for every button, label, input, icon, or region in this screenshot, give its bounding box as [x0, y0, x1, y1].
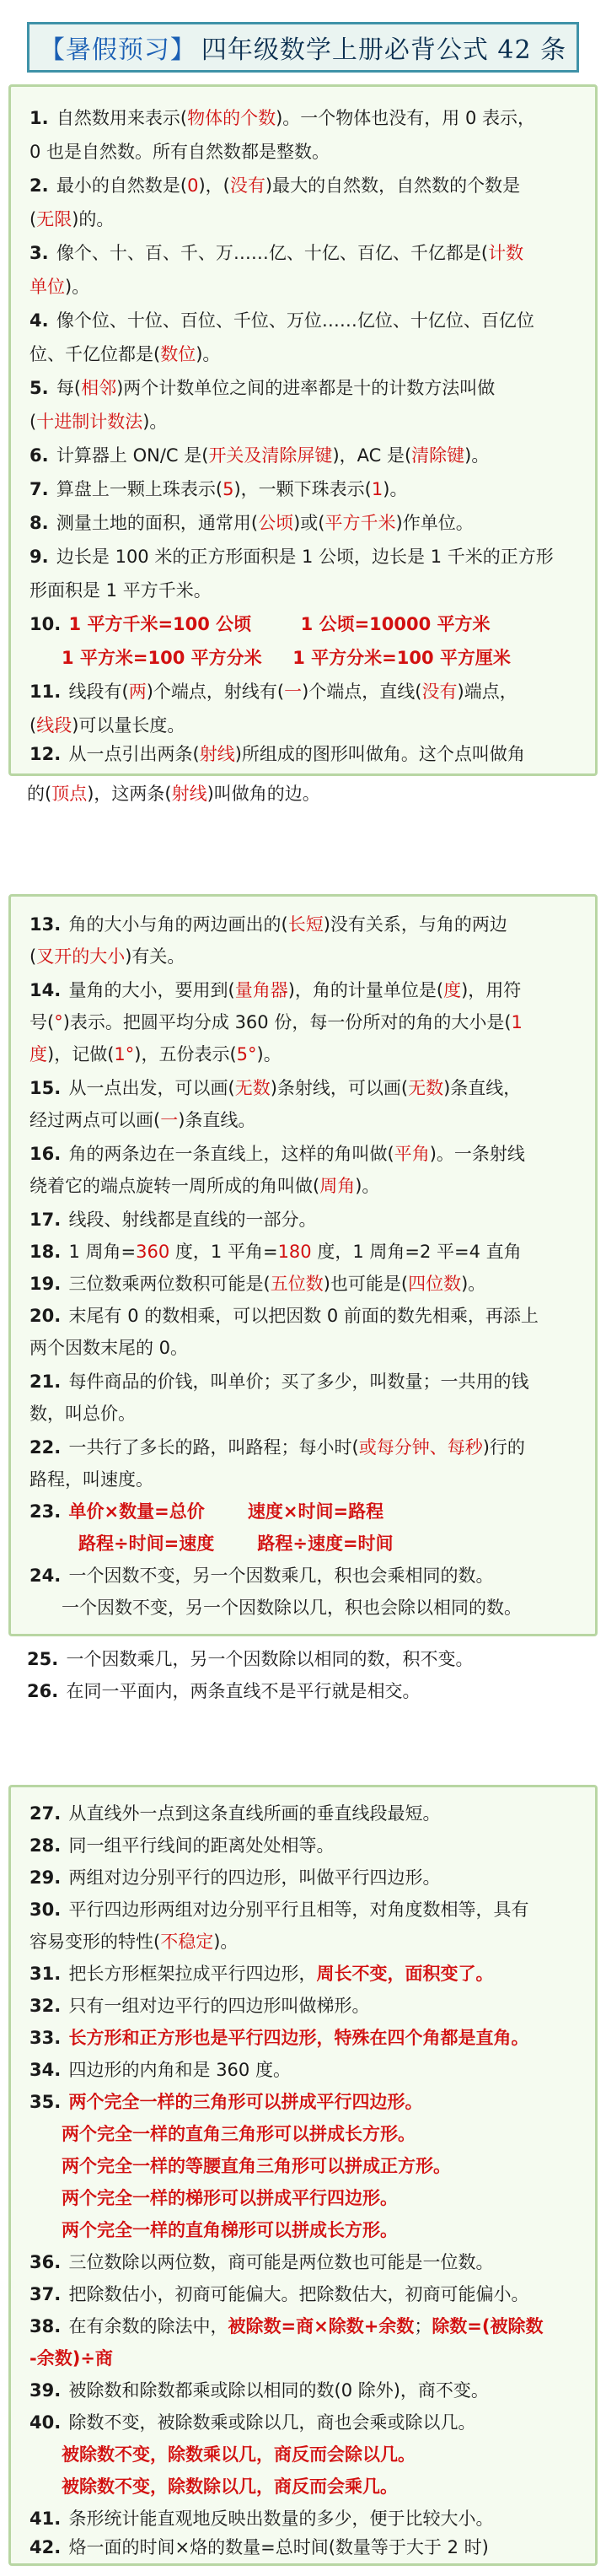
list-item-1: 1. 自然数用来表示(物体的个数)。一个物体也没有，用 0 表示，	[29, 108, 536, 128]
formula-card-2	[8, 894, 598, 1636]
title-text: 四年级数学上册必背公式 42 条	[201, 35, 567, 65]
list-item-39: 39. 被除数和除数都乘或除以相同的数(0 除外)，商不变。	[29, 2380, 489, 2401]
list-item-14-cont: 号(°)表示。把圆平均分成 360 份，每一份所对的角的大小是(1	[29, 1012, 523, 1032]
list-item-16-cont: 绕着它的端点旋转一周所成的角叫做(周角)。	[29, 1176, 380, 1196]
list-item-38-cont: -余数)÷商	[29, 2348, 113, 2369]
list-item-2-cont: (无限)的。	[29, 209, 115, 229]
list-item-7: 7. 算盘上一颗上珠表示(5)，一颗下珠表示(1)。	[29, 479, 408, 499]
list-item-32: 32. 只有一组对边平行的四边形叫做梯形。	[29, 1996, 370, 2016]
list-item-19: 19. 三位数乘两位数积可能是(五位数)也可能是(四位数)。	[29, 1274, 486, 1294]
list-item-15-cont: 经过两点可以画(一)条直线。	[29, 1110, 256, 1130]
list-item-17: 17. 线段、射线都是直线的一部分。	[29, 1210, 317, 1230]
list-item-36: 36. 三位数除以两位数，商可能是两位数也可能是一位数。	[29, 2252, 494, 2272]
list-item-25: 25. 一个因数乘几，另一个因数除以相同的数，积不变。	[27, 1649, 474, 1669]
list-item-11: 11. 线段有(两)个端点，射线有(一)个端点，直线(没有)端点，	[29, 682, 518, 702]
list-item-21-cont: 数，叫总价。	[29, 1404, 136, 1424]
list-item-40: 40. 除数不变，被除数乘或除以几，商也会乘或除以几。	[29, 2412, 476, 2433]
list-item-24-cont: 一个因数不变，另一个因数除以几，积也会除以相同的数。	[62, 1598, 522, 1618]
list-item-35: 35. 两个完全一样的三角形可以拼成平行四边形。	[29, 2092, 423, 2112]
list-item-1-cont: 0 也是自然数。所有自然数都是整数。	[29, 142, 330, 162]
list-item-26: 26. 在同一平面内，两条直线不是平行就是相交。	[27, 1681, 421, 1701]
list-item-27: 27. 从直线外一点到这条直线所画的垂直线段最短。	[29, 1803, 441, 1824]
list-item-33: 33. 长方形和正方形也是平行四边形，特殊在四个角都是直角。	[29, 2028, 529, 2048]
list-item-3: 3. 像个、十、百、千、万……亿、十亿、百亿、千亿都是(计数	[29, 243, 524, 263]
list-item-34: 34. 四边形的内角和是 360 度。	[29, 2060, 291, 2080]
list-item-10-cont: 1 平方米=100 平方分米 1 平方分米=100 平方厘米	[62, 648, 511, 668]
list-item-12: 12. 从一点引出两条(射线)所组成的图形叫做角。这个点叫做角	[29, 744, 525, 764]
list-item-14: 14. 量角的大小，要用到(量角器)，角的计量单位是(度)，用符	[29, 980, 522, 1000]
title-tag: 【暑假预习】	[39, 35, 196, 65]
list-item-30-cont: 容易变形的特性(不稳定)。	[29, 1932, 239, 1952]
list-item-9-cont: 形面积是 1 平方千米。	[29, 580, 212, 601]
list-item-6: 6. 计算器上 ON/C 是(开关及清除屏键)，AC 是(清除键)。	[29, 445, 490, 466]
list-item-20-cont: 两个因数末尾的 0。	[29, 1338, 189, 1358]
list-item-35-cont-3: 两个完全一样的梯形可以拼成平行四边形。	[62, 2188, 398, 2208]
list-item-23-cont: 路程÷时间=速度 路程÷速度=时间	[78, 1533, 394, 1554]
list-item-41: 41. 条形统计能直观地反映出数量的多少，便于比较大小。	[29, 2509, 494, 2529]
list-item-10: 10. 1 平方千米=100 公顷 1 公顷=10000 平方米	[29, 614, 491, 634]
list-item-30: 30. 平行四边形两组对边分别平行且相等，对角度数相等，具有	[29, 1900, 529, 1920]
list-item-35-cont-4: 两个完全一样的直角梯形可以拼成长方形。	[62, 2220, 398, 2240]
list-item-13-cont: (叉开的大小)有关。	[29, 946, 185, 967]
list-item-23: 23. 单价×数量=总价 速度×时间=路程	[29, 1501, 384, 1522]
list-item-2: 2. 最小的自然数是(0)，(没有)最大的自然数，自然数的个数是	[29, 175, 521, 196]
list-item-16: 16. 角的两条边在一条直线上，这样的角叫做(平角)。一条射线	[29, 1144, 525, 1164]
list-item-9: 9. 边长是 100 米的正方形面积是 1 公顷，边长是 1 千米的正方形	[29, 547, 554, 567]
list-item-28: 28. 同一组平行线间的距离处处相等。	[29, 1835, 335, 1856]
list-item-35-cont-1: 两个完全一样的直角三角形可以拼成长方形。	[62, 2124, 416, 2144]
list-item-21: 21. 每件商品的价钱，叫单价；买了多少，叫数量；一共用的钱	[29, 1372, 529, 1392]
formula-card-3	[8, 1785, 598, 2566]
list-item-38: 38. 在有余数的除法中，被除数=商×除数+余数；除数=(被除数	[29, 2316, 544, 2336]
list-item-11-cont: (线段)可以量长度。	[29, 715, 185, 736]
list-item-22: 22. 一共行了多长的路，叫路程；每小时(或每分钟、每秒)行的	[29, 1437, 525, 1458]
list-item-4-cont: 位、千亿位都是(数位)。	[29, 344, 221, 364]
list-item-4: 4. 像个位、十位、百位、千位、万位……亿位、十亿位、百亿位	[29, 310, 534, 331]
list-item-3-cont: 单位)。	[29, 277, 90, 297]
list-item-5-cont: (十进制计数法)。	[29, 412, 168, 432]
list-item-40-cont-1: 被除数不变，除数乘以几，商反而会除以几。	[62, 2444, 416, 2465]
list-item-22-cont: 路程，叫速度。	[29, 1469, 153, 1490]
list-item-12-cont: 的(顶点)，这两条(射线)叫做角的边。	[27, 784, 320, 804]
list-item-37: 37. 把除数估小，初商可能偏大。把除数估大，初商可能偏小。	[29, 2284, 529, 2304]
list-item-35-cont-2: 两个完全一样的等腰直角三角形可以拼成正方形。	[62, 2156, 451, 2176]
list-item-29: 29. 两组对边分别平行的四边形，叫做平行四边形。	[29, 1867, 441, 1888]
list-item-15: 15. 从一点出发，可以画(无数)条射线，可以画(无数)条直线，	[29, 1078, 522, 1098]
list-item-42: 42. 烙一面的时间×烙的数量=总时间(数量等于大于 2 时)	[29, 2537, 489, 2557]
list-item-5: 5. 每(相邻)两个计数单位之间的进率都是十的计数方法叫做	[29, 378, 496, 398]
formula-card-1	[8, 84, 598, 776]
list-item-14-cont2: 度)，记做(1°)，五份表示(5°)。	[29, 1044, 282, 1064]
list-item-8: 8. 测量土地的面积，通常用(公顷)或(平方千米)作单位。	[29, 513, 474, 533]
list-item-40-cont-2: 被除数不变，除数除以几，商反而会乘几。	[62, 2476, 398, 2497]
list-item-31: 31. 把长方形框架拉成平行四边形，周长不变，面积变了。	[29, 1964, 494, 1984]
list-item-18: 18. 1 周角=360 度，1 平角=180 度，1 周角=2 平=4 直角	[29, 1242, 522, 1262]
page-title	[27, 22, 579, 73]
list-item-24: 24. 一个因数不变，另一个因数乘几，积也会乘相同的数。	[29, 1566, 494, 1586]
list-item-20: 20. 末尾有 0 的数相乘，可以把因数 0 前面的数先相乘，再添上	[29, 1306, 539, 1326]
list-item-13: 13. 角的大小与角的两边画出的(长短)没有关系，与角的两边	[29, 914, 507, 935]
